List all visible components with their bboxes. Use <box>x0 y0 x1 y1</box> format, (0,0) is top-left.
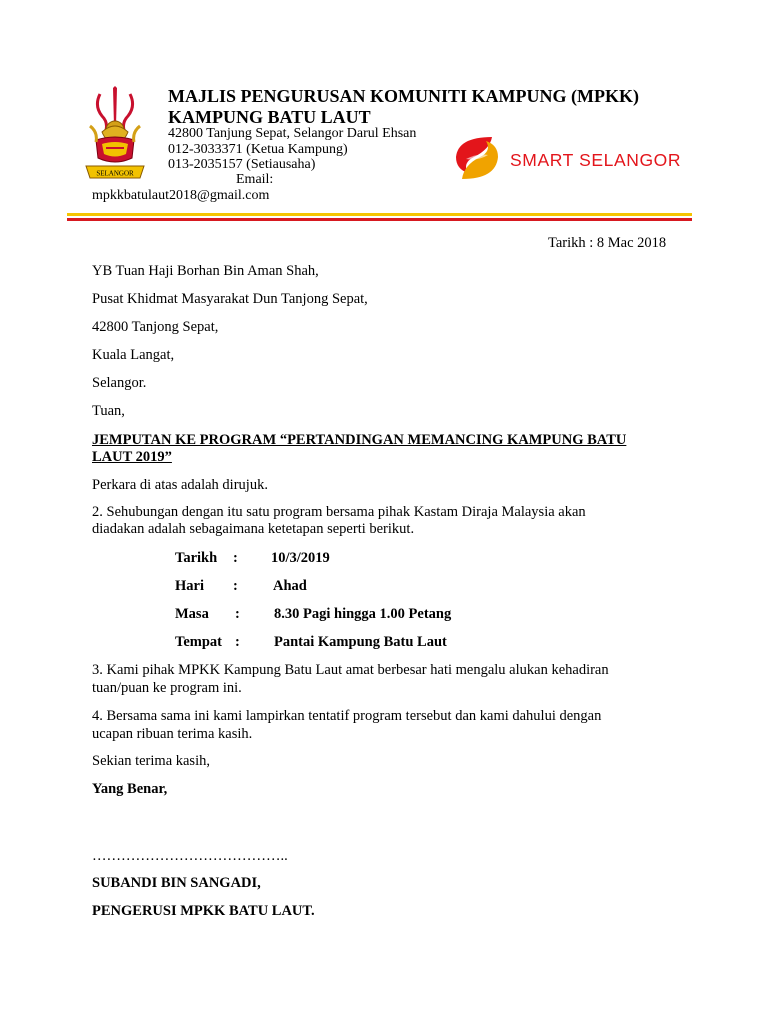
detail-label-tarikh: Tarikh <box>175 550 218 566</box>
signature-line: ………………………………….. <box>92 848 288 864</box>
recipient-line: 42800 Tanjong Sepat, <box>92 319 219 335</box>
subject-line: LAUT 2019” <box>92 449 172 465</box>
detail-value-tarikh: 10/3/2019 <box>271 550 330 566</box>
letterhead-contact-block <box>168 126 416 173</box>
email-address: mpkkbatulaut2018@gmail.com <box>92 188 270 203</box>
detail-colon: : <box>233 550 238 566</box>
detail-colon: : <box>233 578 238 594</box>
smart-selangor-wordmark: SMART SELANGOR <box>510 150 682 170</box>
detail-label-masa: Masa <box>175 606 209 622</box>
paragraph-4-line: ucapan ribuan terima kasih. <box>92 726 253 742</box>
subject-line: JEMPUTAN KE PROGRAM “PERTANDINGAN MEMANCING KAMPUNG BATU <box>92 432 627 448</box>
organization-name-line2: KAMPUNG BATU LAUT <box>168 107 371 127</box>
detail-colon: : <box>235 606 240 622</box>
sign-off: Yang Benar, <box>92 781 168 797</box>
closing-line: Sekian terima kasih, <box>92 753 210 769</box>
selangor-crest-logo <box>80 86 150 182</box>
reference-line: Perkara di atas adalah dirujuk. <box>92 477 268 493</box>
paragraph-4-line: 4. Bersama sama ini kami lampirkan tentatif program tersebut dan kami dahului dengan <box>92 708 602 724</box>
detail-colon: : <box>235 634 240 650</box>
letterhead-divider-red <box>67 218 692 221</box>
recipient-line: Selangor. <box>92 375 147 391</box>
recipient-line: Kuala Langat, <box>92 347 175 363</box>
paragraph-3-line: 3. Kami pihak MPKK Kampung Batu Laut amat berbesar hati mengalu alukan kehadiran <box>92 662 609 678</box>
paragraph-3-line: tuan/puan ke program ini. <box>92 680 242 696</box>
recipient-line: YB Tuan Haji Borhan Bin Aman Shah, <box>92 263 319 279</box>
salutation: Tuan, <box>92 403 125 419</box>
letter-date: Tarikh : 8 Mac 2018 <box>548 235 667 251</box>
signatory-title: PENGERUSI MPKK BATU LAUT. <box>92 903 315 919</box>
detail-value-masa: 8.30 Pagi hingga 1.00 Petang <box>274 606 452 622</box>
detail-value-tempat: Pantai Kampung Batu Laut <box>274 634 447 650</box>
paragraph-2-line: diadakan adalah sebagaimana ketetapan seperti berikut. <box>92 521 415 537</box>
phone-setiausaha: 013-2035157 (Setiausaha) <box>168 157 316 172</box>
detail-label-hari: Hari <box>175 578 204 594</box>
crest-banner-text: SELANGOR <box>96 169 134 178</box>
email-label: Email: <box>236 172 274 187</box>
paragraph-2-line: 2. Sehubungan dengan itu satu program bersama pihak Kastam Diraja Malaysia akan <box>92 504 586 520</box>
recipient-line: Pusat Khidmat Masyarakat Dun Tanjong Sepat, <box>92 291 368 307</box>
signatory-name: SUBANDI BIN SANGADI, <box>92 875 261 891</box>
detail-label-tempat: Tempat <box>175 634 222 650</box>
letterhead-divider-yellow <box>67 213 692 216</box>
organization-name <box>168 86 639 128</box>
phone-ketua-kampung: 012-3033371 (Ketua Kampung) <box>168 141 348 157</box>
letterhead-address: 42800 Tanjung Sepat, Selangor Darul Ehsan <box>168 126 417 141</box>
organization-name-line1: MAJLIS PENGURUSAN KOMUNITI KAMPUNG (MPKK) <box>168 86 639 106</box>
detail-value-hari: Ahad <box>273 578 307 594</box>
